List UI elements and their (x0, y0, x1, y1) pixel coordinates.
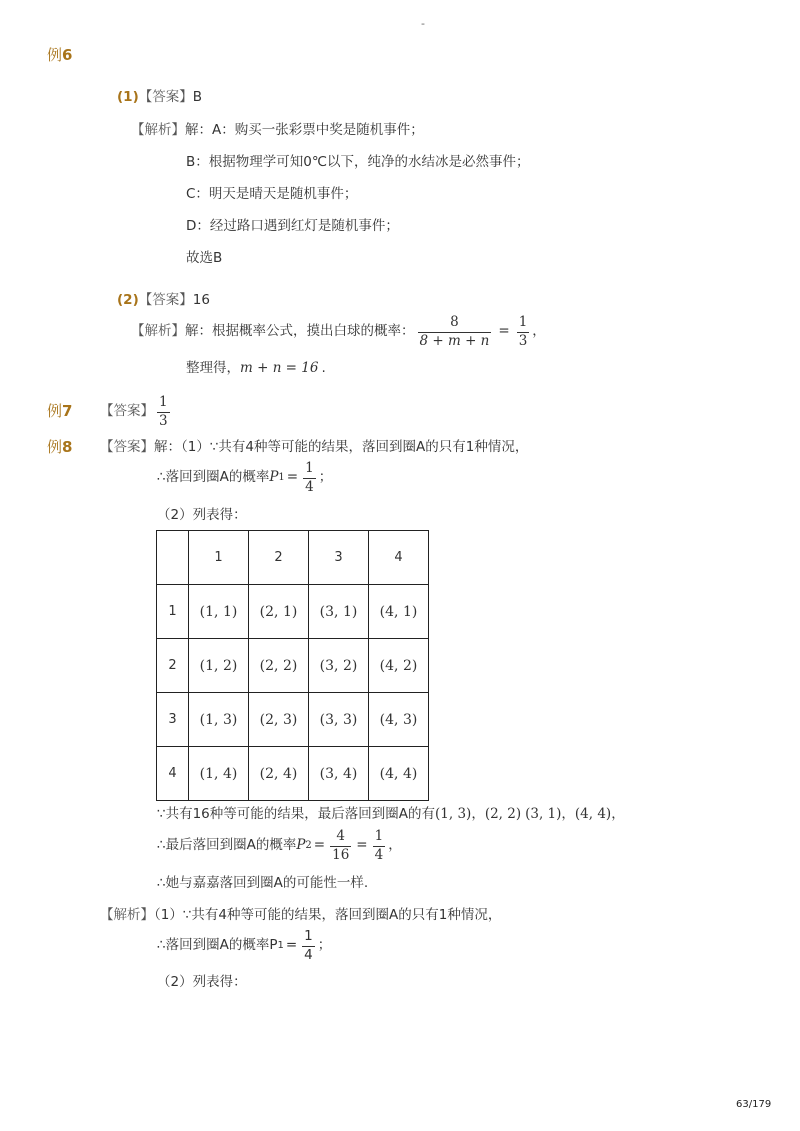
table-cell: (4, 2) (369, 639, 429, 693)
row-label-cell: 4 (157, 747, 189, 801)
ex7-fraction: $\frac{1}{3}$ (159, 394, 168, 429)
table-cell: (1, 1) (189, 585, 249, 639)
table-cell: (3, 2) (309, 639, 369, 693)
four-sixteenths-fraction: $\frac{4}{16}$ (332, 828, 350, 863)
example-6-label: 例6 (47, 46, 73, 64)
table-cell: (1, 4) (189, 747, 249, 801)
row-label-cell: 2 (157, 639, 189, 693)
ex8-table-intro: （2）列表得： (157, 507, 247, 523)
ex8-probability-p2: ∴最后落回到圈A的概率 P 2 = $\frac{4}{16}$ = $\frac{1}{4}$ ， (157, 828, 402, 863)
table-cell: (2, 3) (249, 693, 309, 747)
ex8-answer-line: 【答案】解：（1）∵共有4种等可能的结果，落回到圈A的只有1种情况， (100, 439, 529, 455)
table-cell: (4, 3) (369, 693, 429, 747)
table-cell: (4, 4) (369, 747, 429, 801)
table-cell: (2, 1) (249, 585, 309, 639)
ex8-probability-p1: ∴落回到圈A的概率 P 1 = $\frac{1}{4}$ ； (157, 460, 333, 495)
ex6-part1-line-d: D：经过路口遇到红灯是随机事件； (186, 218, 399, 234)
table-cell: (4, 1) (369, 585, 429, 639)
table-header-cell: 1 (189, 531, 249, 585)
table-header-cell: 4 (369, 531, 429, 585)
outcome-table (156, 530, 429, 801)
table-header-cell: 2 (249, 531, 309, 585)
ex7-answer: 【答案】 $\frac{1}{3}$ (100, 394, 168, 429)
ex6-part1-line-b: B：根据物理学可知0℃以下，纯净的水结冰是必然事件； (186, 154, 530, 170)
page-number: 63/179 (736, 1099, 772, 1110)
ex8-conclusion: ∴她与嘉嘉落回到圈A的可能性一样. (157, 875, 369, 891)
ex8-analysis-line: 【解析】（1）∵共有4种等可能的结果，落回到圈A的只有1种情况， (100, 907, 502, 923)
ex6-part2-answer: (2)【答案】16 (117, 292, 210, 308)
quarter-fraction: $\frac{1}{4}$ (305, 460, 314, 495)
table-cell: (3, 3) (309, 693, 369, 747)
ex8-analysis-table-intro: （2）列表得： (157, 974, 247, 990)
row-label-cell: 3 (157, 693, 189, 747)
ex6-part2-result: 整理得，m + n = 16 . (186, 360, 326, 376)
table-row (157, 747, 429, 801)
table-row (157, 639, 429, 693)
ex8-outcomes-line: ∵共有16种等可能的结果，最后落回到圈A的有(1, 3)，(2, 2) (3, 1)，(4, 4)， (157, 806, 625, 822)
table-cell: (2, 2) (249, 639, 309, 693)
ex6-part1-analysis-line: 【解析】解：A：购买一张彩票中奖是随机事件； (131, 122, 424, 138)
ex6-part1-line-c: C：明天是晴天是随机事件； (186, 186, 358, 202)
table-header-row (157, 531, 429, 585)
ex6-part2-analysis-line: 【解析】 解：根据概率公式，摸出白球的概率： $\frac{8}{8 + m + n}$ = $\frac{1}{3}$ ， (131, 314, 546, 349)
example-7-label: 例7 (47, 402, 73, 420)
table-cell: (1, 3) (189, 693, 249, 747)
table-cell: (3, 4) (309, 747, 369, 801)
example-8-label: 例8 (47, 438, 73, 456)
table-cell: (3, 1) (309, 585, 369, 639)
quarter-fraction: $\frac{1}{4}$ (374, 828, 384, 863)
table-row (157, 693, 429, 747)
table-cell: (1, 2) (189, 639, 249, 693)
table-corner-cell (157, 531, 189, 585)
ex6-part1-answer: (1)【答案】B (117, 89, 202, 105)
table-row (157, 585, 429, 639)
ex6-part1-conclusion: 故选B (186, 250, 223, 266)
one-third-fraction: $\frac{1}{3}$ (518, 314, 528, 349)
ex8-analysis-probability: ∴落回到圈A的概率P 1 = $\frac{1}{4}$ ； (157, 928, 332, 963)
table-header-cell: 3 (309, 531, 369, 585)
table-cell: (2, 4) (249, 747, 309, 801)
probability-fraction: $\frac{8}{8 + m + n}$ (419, 314, 490, 349)
row-label-cell: 1 (157, 585, 189, 639)
quarter-fraction: $\frac{1}{4}$ (304, 928, 313, 963)
header-mark: - (421, 17, 425, 30)
